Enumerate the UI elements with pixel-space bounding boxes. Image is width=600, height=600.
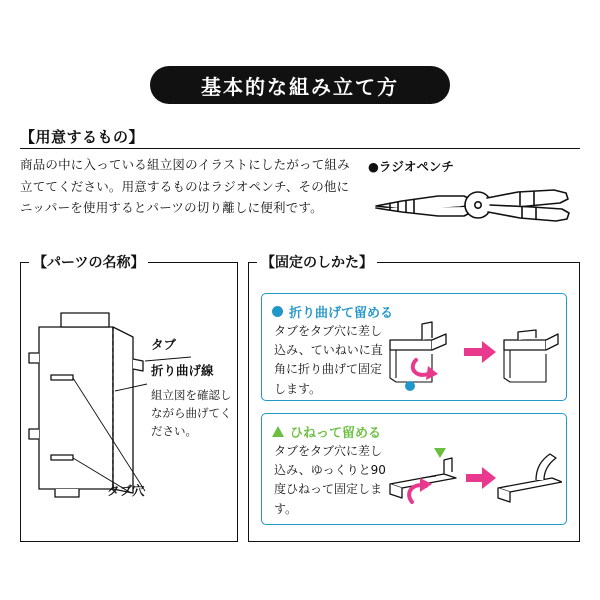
page-title: 基本的な組み立て方 — [201, 74, 399, 99]
label-fold-line: 折り曲げ線 — [151, 363, 214, 378]
parts-panel-heading: 【パーツの名称】 — [29, 252, 148, 272]
prepare-body-text: 商品の中に入っている組立図のイラストにしたがって組み立ててください。用意するものはラジオペンチ、その他にニッパーを使用するとパーツの切り離しに便利です。 — [20, 157, 350, 215]
label-tab-hole: タブ穴 — [107, 483, 145, 498]
prepare-divider — [20, 148, 580, 149]
page-title-banner — [150, 66, 450, 104]
pliers-icon — [368, 174, 578, 244]
twist-tab-illustration — [386, 444, 562, 522]
fixing-method-fold-title: 折り曲げて留める — [289, 306, 394, 321]
circle-bullet-icon — [272, 306, 283, 317]
pliers-label: ●ラジオペンチ — [368, 159, 454, 174]
label-tab: タブ — [151, 337, 177, 352]
fixing-method-twist-title-row — [272, 422, 381, 441]
parts-panel — [20, 255, 238, 542]
fixing-method-twist-body: タブをタブ穴に差し込み、ゆっくりと90度ひねって固定します。 — [274, 444, 386, 516]
triangle-bullet-icon — [272, 426, 284, 437]
parts-note-text: 組立図を確認しながら曲げてください。 — [151, 388, 232, 438]
fixing-method-twist-title: ひねって留める — [290, 426, 382, 441]
fold-tab-illustration — [386, 316, 562, 400]
fixing-method-fold-body: タブをタブ穴に差し込み、ていねいに直角に折り曲げて固定します。 — [274, 324, 383, 396]
fixing-method-fold — [261, 293, 567, 401]
fixing-method-twist — [261, 413, 567, 525]
prepare-section-heading: 【用意するもの】 — [20, 128, 145, 146]
fixing-panel — [248, 255, 580, 542]
fixing-panel-heading: 【固定のしかた】 — [257, 252, 377, 272]
fixing-method-fold-title-row — [272, 302, 393, 321]
